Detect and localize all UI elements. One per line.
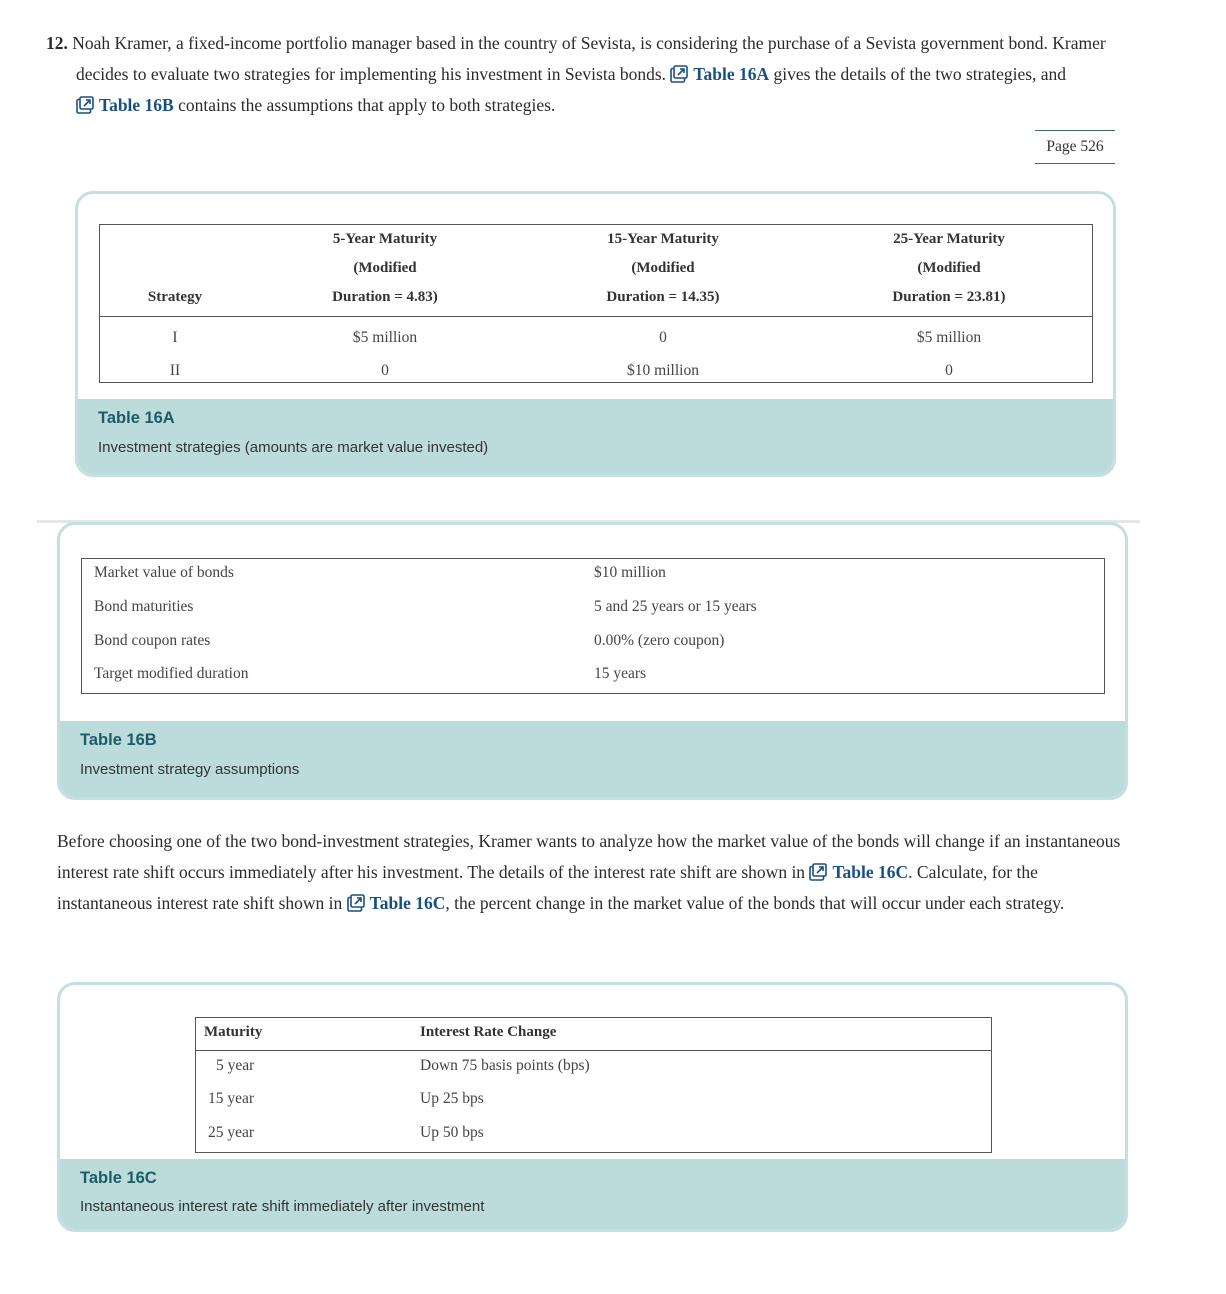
table-16a-row2-15yr: $10 million [627,362,699,379]
table-16a-row1-15yr: 0 [659,329,667,346]
analysis-paragraph [57,826,1127,919]
table-16b-row4-value: 15 years [594,665,647,682]
table-16b-row1-label: Market value of bonds [94,564,234,581]
table-16c-row2-maturity: 15 year [208,1090,255,1107]
question-intro-1: Noah Kramer, a fixed-income portfolio manager based in the country of Sevista, is considering the purchase of a Sevista government bond. Kramer decides to evaluate two strategies for implementing his investment in Sevista bonds. [72,33,1106,84]
table-16b-row2-label: Bond maturities [94,598,194,615]
page-number: Page 526 [1035,130,1115,164]
table-16b-caption [60,721,1125,797]
analysis-text-1: Before choosing one of the two bond-investment strategies, Kramer wants to analyze how the market value of the bonds will change if an instantaneous interest rate shift occurs immediately after his investment. The details of the interest rate shift are shown in [57,831,1121,882]
table-16a-header-rule [100,316,1092,317]
table-16a-link[interactable] [670,64,769,84]
table-16c-header-change: Interest Rate Change [420,1024,557,1040]
table-16c-row3-change: Up 50 bps [420,1124,484,1141]
table-16b-link[interactable] [76,95,174,115]
table-16a [99,224,1093,383]
analysis-text-2: . Calculate, for the instantaneous interest rate shift shown in [57,862,1038,913]
popup-icon [76,96,94,114]
table-16b-row3-value: 0.00% (zero coupon) [594,632,725,649]
table-16a-header-25yr: 25-Year Maturity (Modified Duration = 23.81) [892,231,1006,305]
table-16b [81,558,1105,694]
table-16b-caption-title: Table 16B [80,731,157,749]
table-16b-row1-value: $10 million [594,564,666,581]
table-16a-row1-25yr: $5 million [916,329,982,346]
table-16c-row3-maturity: 25 year [208,1124,255,1141]
table-16a-header-15yr: 15-Year Maturity (Modified Duration = 14.35) [606,231,720,305]
question-paragraph [46,28,1126,121]
question-intro-3: contains the assumptions that apply to both strategies. [178,95,556,115]
table-16c-link[interactable] [809,862,908,882]
table-16a-row2-5yr: 0 [381,362,389,379]
popup-icon [809,863,827,881]
table-16c-link-2-label: Table 16C [369,893,446,913]
table-16c-link-label: Table 16C [832,862,909,882]
table-16c-header-rule [196,1050,991,1051]
question-intro-2: gives the details of the two strategies, and [773,64,1067,84]
table-16a-header-5yr: 5-Year Maturity (Modified Duration = 4.83) [332,231,438,305]
table-16c-row1-change: Down 75 basis points (bps) [420,1057,590,1074]
table-16c-caption [60,1159,1125,1229]
table-16c-header-maturity: Maturity [204,1024,263,1040]
table-16a-row2-25yr: 0 [945,362,953,379]
table-16b-row4-label: Target modified duration [94,665,249,682]
popup-icon [670,65,688,83]
table-16c-row1-maturity: 5 year [216,1057,255,1074]
table-16c [195,1017,992,1153]
table-16c-row2-change: Up 25 bps [420,1090,484,1107]
table-16c-link-2[interactable] [347,893,446,913]
table-16a-row1-5yr: $5 million [352,329,418,346]
table-16a-caption [78,399,1113,474]
table-16c-caption-subtitle: Instantaneous interest rate shift immediately after investment [80,1198,485,1215]
table-16a-row1-strategy: I [172,329,178,346]
table-16b-row3-label: Bond coupon rates [94,632,211,649]
table-16a-caption-subtitle: Investment strategies (amounts are market value invested) [98,439,489,456]
table-16a-header-strategy: Strategy [147,289,203,305]
table-16b-panel [57,522,1128,800]
popup-icon [347,894,365,912]
table-16a-caption-title: Table 16A [98,409,175,427]
table-16b-row2-value: 5 and 25 years or 15 years [594,598,757,615]
table-16b-caption-subtitle: Investment strategy assumptions [80,761,300,778]
table-16b-link-label: Table 16B [99,95,174,115]
table-16a-link-label: Table 16A [693,64,770,84]
table-16a-row2-strategy: II [169,362,181,379]
analysis-text-3: , the percent change in the market value of the bonds that will occur under each strategy. [445,893,1065,913]
table-16a-panel [75,191,1116,477]
question-number: 12. [46,33,68,53]
table-16c-panel [57,982,1128,1232]
table-16c-caption-title: Table 16C [80,1169,157,1187]
